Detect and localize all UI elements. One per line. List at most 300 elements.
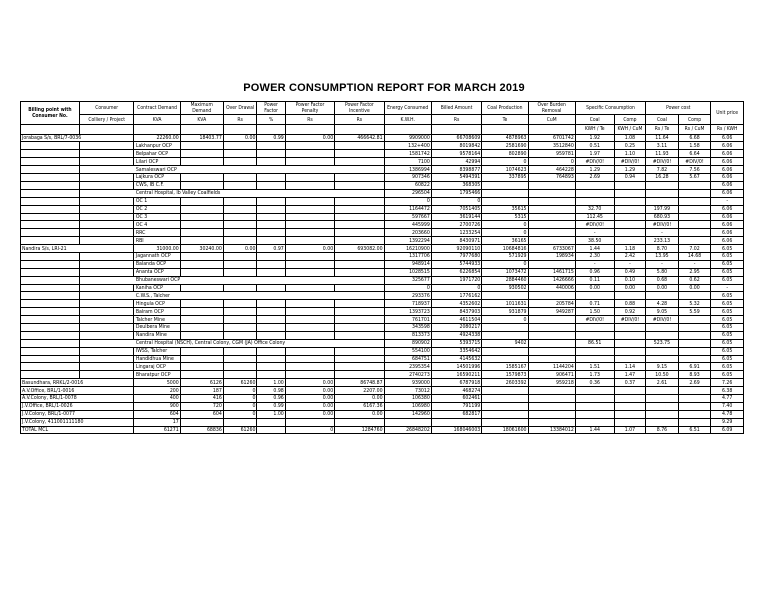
table-cell: 959781	[528, 150, 575, 158]
table-cell	[614, 331, 646, 339]
table-cell: CWS, IB C.F.	[79, 181, 134, 189]
table-cell: 1073472	[482, 268, 528, 276]
table-cell: 1585167	[482, 363, 528, 371]
table-cell: 3512840	[528, 142, 575, 150]
table-cell	[180, 268, 223, 276]
table-cell	[678, 221, 711, 229]
table-cell	[257, 355, 285, 363]
table-cell: 9.29	[711, 418, 744, 426]
table-cell	[335, 268, 384, 276]
table-cell	[678, 355, 711, 363]
table-cell	[257, 237, 285, 245]
table-cell	[21, 276, 80, 284]
table-cell	[678, 292, 711, 300]
table-cell: 0	[223, 402, 257, 410]
table-cell: 1581742	[384, 150, 431, 158]
table-cell	[678, 229, 711, 237]
table-cell: 61271	[134, 426, 180, 434]
table-cell: 890902	[384, 339, 431, 347]
table-cell	[21, 284, 80, 292]
table-row	[21, 142, 744, 150]
table-cell: 6.05	[711, 268, 744, 276]
table-cell: 4145632	[431, 355, 481, 363]
table-cell: 187	[180, 387, 223, 395]
table-cell: Basundhara, RRKL/2-0016	[21, 379, 134, 387]
header-maximum-demand: Maximum Demand	[180, 102, 223, 115]
table-cell	[678, 197, 711, 205]
table-cell: 0.96	[575, 268, 614, 276]
table-cell: OC 1	[79, 197, 134, 205]
table-cell: 948914	[384, 260, 431, 268]
table-cell: 6701742	[528, 134, 575, 142]
table-cell: 1579873	[482, 371, 528, 379]
table-cell: 337895	[482, 174, 528, 182]
unit-te: Te	[482, 115, 528, 125]
table-cell: 0.00	[335, 410, 384, 418]
table-cell: 168046003	[431, 426, 481, 434]
header-coal-production: Coal Production	[482, 102, 528, 115]
table-cell: 6.05	[711, 300, 744, 308]
table-cell: 8019842	[431, 142, 481, 150]
table-cell	[223, 229, 257, 237]
table-row	[21, 197, 744, 205]
table-cell: 198934	[528, 252, 575, 260]
table-cell: 5494391	[431, 174, 481, 182]
table-cell: 0	[431, 197, 481, 205]
table-row	[21, 166, 744, 174]
table-cell: 930502	[482, 284, 528, 292]
table-cell: Central Hospital (NSCH), Central Colony, CGM (JA) Office Colony	[79, 339, 384, 347]
table-header	[21, 102, 744, 135]
table-cell: 10.50	[646, 371, 679, 379]
table-cell	[285, 323, 334, 331]
table-cell: 1.08	[614, 134, 646, 142]
table-cell: 9.05	[646, 308, 679, 316]
table-cell: 8.70	[646, 245, 679, 253]
table-cell: -	[575, 260, 614, 268]
table-cell: 2884460	[482, 276, 528, 284]
table-cell	[678, 418, 711, 426]
table-cell: #DIV/0!	[575, 221, 614, 229]
table-cell: 200	[134, 387, 180, 395]
table-cell	[223, 363, 257, 371]
table-cell	[21, 331, 80, 339]
table-cell: 6.05	[711, 316, 744, 324]
header-billing-point: Billing point with Consumer No.	[21, 102, 80, 125]
unit-rs-incentive: Rs	[335, 115, 384, 125]
header-consumer: Consumer	[79, 102, 134, 115]
table-cell: 6.06	[711, 205, 744, 213]
table-cell	[223, 197, 257, 205]
table-cell	[575, 387, 614, 395]
unit-rs-te: Rs / Te	[646, 125, 679, 135]
table-cell: -	[646, 260, 679, 268]
table-cell: 106980	[384, 402, 431, 410]
header-ob-removal: Over Burden Removal	[528, 102, 575, 115]
table-cell: 4924338	[431, 331, 481, 339]
table-cell: Handidhua Mine	[79, 355, 134, 363]
table-cell	[678, 394, 711, 402]
table-cell	[335, 284, 384, 292]
table-cell: 1.97	[575, 150, 614, 158]
table-cell: 68836	[180, 426, 223, 434]
table-cell: 718937	[384, 300, 431, 308]
table-cell	[285, 205, 334, 213]
table-cell: Samaleswari OCP	[79, 166, 384, 174]
table-row	[21, 229, 744, 237]
table-cell	[335, 355, 384, 363]
table-cell	[21, 292, 80, 300]
table-cell	[257, 300, 285, 308]
table-cell: 0.62	[678, 276, 711, 284]
table-cell: 0.25	[614, 142, 646, 150]
table-row	[21, 150, 744, 158]
table-cell	[21, 166, 80, 174]
table-cell	[285, 237, 334, 245]
table-cell: 13.95	[646, 252, 679, 260]
table-cell	[335, 205, 384, 213]
unit-kva-contract: KVA	[134, 115, 180, 125]
table-cell: 6.06	[711, 150, 744, 158]
table-cell: 416	[180, 394, 223, 402]
table-cell	[21, 150, 80, 158]
table-cell: 9402	[482, 339, 528, 347]
table-cell: 0.00	[678, 284, 711, 292]
table-cell: 9578164	[431, 150, 481, 158]
table-cell: 1.14	[614, 363, 646, 371]
table-cell: -	[711, 284, 744, 292]
table-cell: Bhubaneswari OCP	[79, 276, 384, 284]
table-cell: 4611504	[431, 316, 481, 324]
table-cell	[257, 158, 285, 166]
table-cell: 2581690	[482, 142, 528, 150]
header-billed-amount: Billed Amount	[431, 102, 481, 115]
table-cell: Talcher Mine	[79, 316, 134, 324]
table-cell: 6.05	[711, 363, 744, 371]
table-cell: 7.26	[711, 379, 744, 387]
table-row	[21, 339, 744, 347]
table-cell	[614, 339, 646, 347]
table-cell: 5.59	[678, 308, 711, 316]
table-cell	[335, 316, 384, 324]
table-cell: 6.05	[711, 323, 744, 331]
table-cell: 203660	[384, 229, 431, 237]
table-cell	[285, 418, 334, 426]
table-cell: 7.40	[711, 402, 744, 410]
table-cell: 2.69	[678, 379, 711, 387]
table-cell	[575, 355, 614, 363]
unit-kva-max: KVA	[180, 115, 223, 125]
table-cell: 11.64	[646, 134, 679, 142]
table-cell: 597667	[384, 213, 431, 221]
table-cell: 6.05	[711, 260, 744, 268]
table-cell	[614, 323, 646, 331]
table-cell: 0.00	[223, 245, 257, 253]
table-row	[21, 379, 744, 387]
table-cell	[257, 142, 285, 150]
table-cell: Balanda OCP	[79, 260, 134, 268]
table-cell: 466642.81	[335, 134, 384, 142]
table-cell: 31000.00	[134, 245, 180, 253]
table-cell	[614, 410, 646, 418]
table-cell	[21, 189, 80, 197]
table-cell	[180, 229, 223, 237]
table-cell: 3354642	[431, 347, 481, 355]
table-row	[21, 292, 744, 300]
table-cell	[285, 260, 334, 268]
table-cell	[646, 410, 679, 418]
table-cell	[223, 174, 257, 182]
table-cell: 296504	[384, 189, 431, 197]
table-cell	[223, 150, 257, 158]
header-pf-penalty: Power Factor Penalty	[285, 102, 334, 115]
table-cell	[223, 213, 257, 221]
table-cell	[335, 150, 384, 158]
table-cell	[528, 205, 575, 213]
table-cell	[257, 426, 285, 434]
table-row	[21, 252, 744, 260]
table-cell: 0.97	[257, 245, 285, 253]
table-cell: Nandira Mine	[79, 331, 134, 339]
table-cell	[21, 347, 80, 355]
table-cell	[482, 355, 528, 363]
table-cell	[21, 371, 80, 379]
unit-kwh-te: KWH / Te	[575, 125, 614, 135]
table-cell: 1144204	[528, 363, 575, 371]
table-cell: 6.06	[711, 174, 744, 182]
table-cell	[335, 197, 384, 205]
table-cell: 1386994	[384, 166, 431, 174]
table-cell	[614, 181, 646, 189]
table-cell: J.V.Colony, 411001111180	[21, 418, 134, 426]
table-cell	[646, 418, 679, 426]
table-cell: #DIV/0!	[678, 158, 711, 166]
table-cell	[575, 418, 614, 426]
table-cell	[614, 347, 646, 355]
unit-kwh-cum: KWH / CuM	[614, 125, 646, 135]
table-cell	[335, 174, 384, 182]
table-cell	[223, 284, 257, 292]
table-cell	[223, 252, 257, 260]
table-cell: 693082.00	[335, 245, 384, 253]
table-cell: 0.98	[257, 387, 285, 395]
table-cell: 1.00	[257, 410, 285, 418]
table-cell: 0.00	[285, 394, 334, 402]
table-cell	[646, 323, 679, 331]
table-cell	[180, 205, 223, 213]
table-cell: 0.00	[285, 387, 334, 395]
table-cell: 4.28	[646, 300, 679, 308]
table-cell: 6.06	[711, 237, 744, 245]
table-cell	[528, 410, 575, 418]
table-cell	[614, 402, 646, 410]
table-cell: 0.00	[614, 284, 646, 292]
table-cell	[528, 213, 575, 221]
table-cell	[335, 229, 384, 237]
table-cell	[678, 189, 711, 197]
table-cell: Hingula OCP	[79, 300, 134, 308]
table-cell: 11.93	[646, 150, 679, 158]
table-cell: 86748.87	[335, 379, 384, 387]
table-cell: TOTAL MCL	[21, 426, 134, 434]
table-cell: 6.05	[711, 276, 744, 284]
table-cell: C.W.S., Talcher	[79, 292, 384, 300]
table-cell	[257, 205, 285, 213]
table-cell: 293376	[384, 292, 431, 300]
table-cell: Kaniha OCP	[79, 284, 134, 292]
header-cost-coal: Coal	[646, 115, 679, 125]
table-cell	[482, 292, 528, 300]
table-cell: 0	[384, 197, 431, 205]
table-cell: 1.29	[614, 166, 646, 174]
table-cell	[223, 260, 257, 268]
table-cell	[335, 252, 384, 260]
table-cell	[21, 363, 80, 371]
table-cell: 6.51	[678, 426, 711, 434]
table-cell	[257, 229, 285, 237]
table-row	[21, 174, 744, 182]
unit-kwh: K.W.H.	[384, 115, 431, 125]
table-cell: 8.76	[646, 426, 679, 434]
header-specific-consumption: Specific Consumption	[575, 102, 645, 115]
table-cell	[285, 268, 334, 276]
table-cell: 1164472	[384, 205, 431, 213]
table-cell	[21, 339, 80, 347]
table-cell: 6.06	[711, 166, 744, 174]
table-cell: 36165	[482, 237, 528, 245]
header-consumer-sub: Colliery / Project	[79, 115, 134, 125]
table-cell	[257, 174, 285, 182]
table-cell	[482, 394, 528, 402]
table-cell: 0.00	[646, 284, 679, 292]
table-cell: 6.06	[711, 213, 744, 221]
table-cell: 0	[482, 221, 528, 229]
table-cell	[180, 260, 223, 268]
table-cell: 30240.00	[180, 245, 223, 253]
table-cell	[678, 331, 711, 339]
table-cell: 3619144	[431, 213, 481, 221]
table-cell: 907346	[384, 174, 431, 182]
table-cell	[180, 221, 223, 229]
table-cell: 6.06	[711, 181, 744, 189]
table-cell: OC 3	[79, 213, 134, 221]
table-cell: Central Hospital, Ib Valley Coalfields	[79, 189, 384, 197]
table-cell: J.V.Colony, BRL/1-0077	[21, 410, 134, 418]
table-row	[21, 323, 744, 331]
table-cell: 0.49	[614, 268, 646, 276]
table-row	[21, 355, 744, 363]
table-cell	[528, 387, 575, 395]
table-cell: A.V.Colony, BRL/1-0078	[21, 394, 134, 402]
table-cell: 42994	[431, 158, 481, 166]
table-cell: RBI	[79, 237, 134, 245]
table-cell: 2.61	[646, 379, 679, 387]
table-cell: 6.05	[711, 355, 744, 363]
table-cell: 73012	[384, 387, 431, 395]
table-cell: 9.15	[646, 363, 679, 371]
table-row	[21, 418, 744, 426]
table-cell	[614, 355, 646, 363]
unit-rs-overdrawal: Rs	[223, 115, 257, 125]
table-cell: 1011631	[482, 300, 528, 308]
table-cell: OC 2	[79, 205, 134, 213]
table-cell	[223, 300, 257, 308]
table-cell: 0.10	[614, 276, 646, 284]
table-cell: 0.88	[614, 300, 646, 308]
table-cell	[575, 189, 614, 197]
table-cell: 604	[180, 410, 223, 418]
table-cell	[528, 347, 575, 355]
table-cell	[257, 323, 285, 331]
table-cell	[257, 252, 285, 260]
table-cell	[180, 174, 223, 182]
table-cell: 6.05	[711, 339, 744, 347]
table-cell	[285, 213, 334, 221]
table-row	[21, 260, 744, 268]
table-cell	[21, 252, 80, 260]
table-cell: 813373	[384, 331, 431, 339]
table-cell: 1461715	[528, 268, 575, 276]
unit-cum: CuM	[528, 115, 575, 125]
table-cell	[528, 339, 575, 347]
table-cell	[678, 323, 711, 331]
table-cell	[528, 331, 575, 339]
table-cell: 10684816	[482, 245, 528, 253]
table-cell	[646, 355, 679, 363]
table-cell	[180, 142, 223, 150]
table-cell: Lajkura OCP	[79, 174, 134, 182]
table-cell	[528, 181, 575, 189]
table-cell: Lakhanpur OCP	[79, 142, 134, 150]
table-cell: 0.00	[285, 134, 334, 142]
table-cell	[575, 394, 614, 402]
table-cell: 0	[431, 284, 481, 292]
table-cell	[678, 213, 711, 221]
table-cell: 939000	[384, 379, 431, 387]
table-cell: 1426666	[528, 276, 575, 284]
table-cell	[614, 418, 646, 426]
table-cell: Lingaraj OCP	[79, 363, 134, 371]
table-cell	[482, 181, 528, 189]
table-cell	[285, 316, 334, 324]
table-cell: 0.00	[335, 394, 384, 402]
table-cell	[180, 252, 223, 260]
table-cell: 464228	[528, 166, 575, 174]
table-cell: 554100	[384, 347, 431, 355]
table-cell: 4878963	[482, 134, 528, 142]
table-cell: 7.56	[678, 166, 711, 174]
table-cell	[223, 205, 257, 213]
table-cell	[257, 347, 285, 355]
table-cell: 7977680	[431, 252, 481, 260]
table-cell	[335, 260, 384, 268]
table-cell: 6.05	[711, 347, 744, 355]
table-cell: 0	[482, 158, 528, 166]
table-row	[21, 347, 744, 355]
table-cell	[21, 355, 80, 363]
table-cell: 7.82	[646, 166, 679, 174]
table-cell	[646, 189, 679, 197]
table-cell: 1074623	[482, 166, 528, 174]
table-row	[21, 284, 744, 292]
table-cell	[285, 174, 334, 182]
table-cell	[257, 308, 285, 316]
table-cell	[285, 308, 334, 316]
table-cell	[223, 316, 257, 324]
table-cell: 0.36	[575, 379, 614, 387]
table-cell: 0	[482, 229, 528, 237]
table-cell: Jorabaga S/s, BRL/7-0036	[21, 134, 134, 142]
